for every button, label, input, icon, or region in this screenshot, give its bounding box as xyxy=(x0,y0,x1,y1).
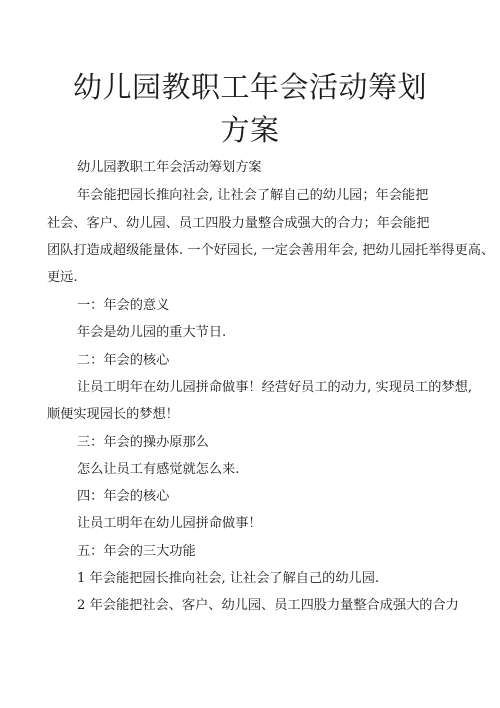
section-heading: 四：年会的核心 xyxy=(77,489,170,504)
document-title-line-1: 幼儿园教职工年会活动筹划 xyxy=(72,70,427,104)
text-line-subtitle: 幼儿园教职工年会活动筹划方案 xyxy=(77,160,262,175)
document-title-line-2: 方案 xyxy=(220,113,280,147)
text-line: 1 年会能把园长推向社会, 让社会了解自己的幼儿园. xyxy=(77,571,380,586)
text-line: 年会能把园长推向社会, 让社会了解自己的幼儿园；年会能把 xyxy=(77,188,429,203)
section-heading: 五：年会的三大功能 xyxy=(77,544,196,559)
section-heading: 一：年会的意义 xyxy=(77,298,170,313)
text-line: 顺便实现园长的梦想！ xyxy=(47,407,179,422)
text-line: 年会是幼儿园的重大节日. xyxy=(77,325,227,340)
text-line: 团队打造成超级能量体. 一个好园长, 一定会善用年会, 把幼儿园托举得更高、 xyxy=(47,243,495,258)
section-heading: 二：年会的核心 xyxy=(77,353,170,368)
section-heading: 三：年会的操办原那么 xyxy=(77,435,209,450)
text-line: 社会、客户、幼儿园、员工四股力量整合成强大的合力；年会能把 xyxy=(47,216,430,231)
text-line: 让员工明年在幼儿园拼命做事！ xyxy=(77,516,262,531)
text-line: 怎么让员工有感觉就怎么来. xyxy=(77,462,240,477)
text-line: 让员工明年在幼儿园拼命做事！经营好员工的动力, 实现员工的梦想, xyxy=(77,380,473,395)
text-line: 2 年会能把社会、客户、幼儿园、员工四股力量整合成强大的合力 xyxy=(77,598,459,613)
text-line: 更远. xyxy=(47,270,78,285)
